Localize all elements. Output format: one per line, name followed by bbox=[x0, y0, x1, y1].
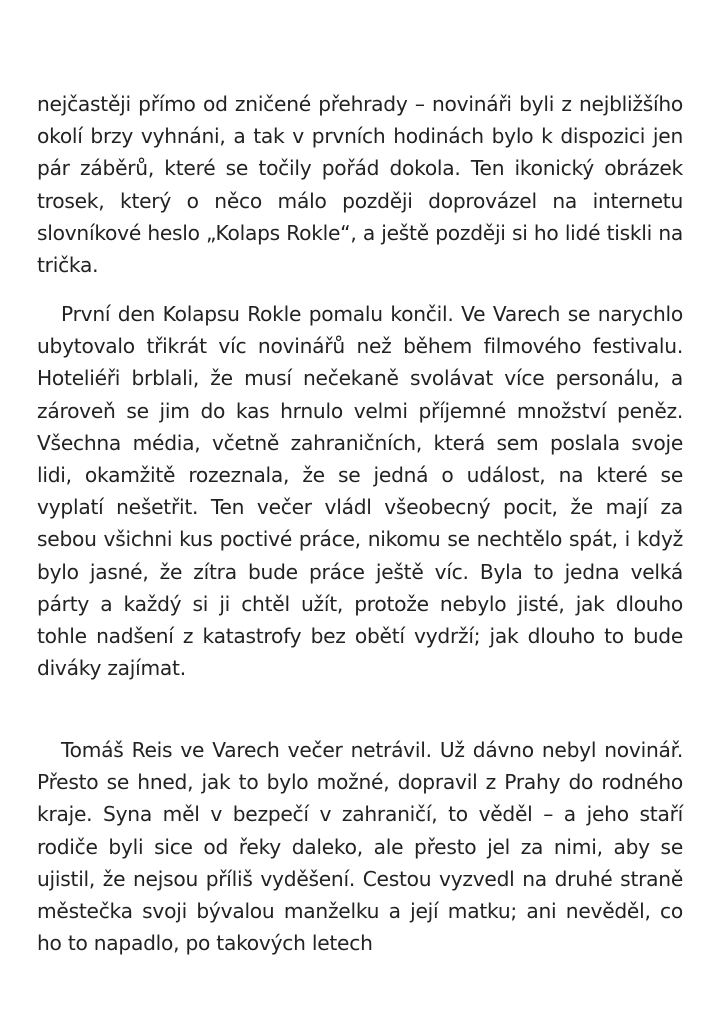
text-column-first bbox=[37, 88, 683, 281]
paragraph-continued: nejčastěji přímo od zničené přehrady – novináři byli z nejbližšího okolí brzy vyhnáni, a tak v prvních hodinách bylo k dispozici jen pár záběrů, které se točily pořád dokola. Ten ikonický obrázek trosek, který o něco málo později doprovázel na internetu slovníkové heslo „Kolaps Rokle“, a ještě později si ho lidé tiskli na trička. bbox=[37, 92, 683, 278]
text-column-third bbox=[37, 734, 683, 959]
text-column-second bbox=[37, 298, 683, 684]
paragraph-tomas-reis: Tomáš Reis ve Varech večer netrávil. Už dávno nebyl novinář. Přesto se hned, jak to bylo možné, dopravil z Prahy do rodného kraje. Syna měl v bezpečí v zahraničí, to věděl – a jeho staří rodiče byli sice od řeky daleko, ale přesto jel za nimi, aby se ujistil, že nejsou příliš vyděšení. Cestou vyzvedl na druhé straně městečka svoji bývalou manželku a její matku; ani nevěděl, co ho to napadlo, po takových letech bbox=[37, 738, 683, 956]
paragraph-kolaps-rokle: První den Kolapsu Rokle pomalu končil. Ve Varech se narychlo ubytovalo třikrát víc novinářů než během filmového festivalu. Hoteliéři brblali, že musí nečekaně svolávat více personálu, a zároveň se jim do kas hrnulo velmi příjemné množství peněz. Všechna média, včetně zahraničních, která sem poslala svoje lidi, okamžitě rozeznala, že se jedná o událost, na které se vyplatí nešetřit. Ten večer vládl všeobecný pocit, že mají za sebou všichni kus poctivé práce, nikomu se nechtělo spát, i když bylo jasné, že zítra bude práce ještě víc. Byla to jedna velká párty a každý si ji chtěl užít, protože nebylo jisté, jak dlouho tohle nadšení z katastrofy bez obětí vydrží; jak dlouho to bude diváky zajímat. bbox=[37, 302, 683, 681]
